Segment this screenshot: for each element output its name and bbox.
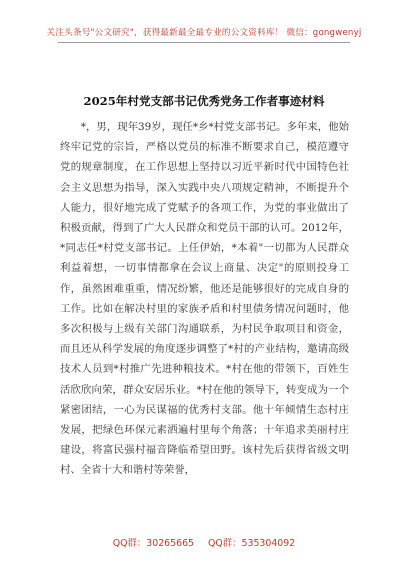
body-paragraph: *，男，现年39岁，现任*乡*村党支部书记。多年来，他始终牢记党的宗旨，严格以党员的标准不断要求自己，模范遵守党的规章制度，在工作思想上坚持以习近平新时代中国特色社会主义思想为指导，深入实践中央八项规定精神，不断提升个人能力，很好地完成了党赋予的各项工作，为党的事业做出了积极贡献，得到了广大人民群众和党员干部的认可。2012年，*同志任*村党支部书记。上任伊始，*本着"一切都为人民群众利益着想，一切事情都拿在会议上商量、决定"的原则投身工作，虽然困难重重，情况纷繁，他还是能够很好的完成自身的工作。比如在解决村里的家族矛盾和村里债务情况问题时，他多次积极与上级有关部门沟通联系，为村民争取项目和资金，而且还从科学发展的角度逐步调整了*村的产业结构，邀请高级技术人员到*村推广先进种粮技术。*村在他的带领下，百姓生活欣欣向荣，群众安居乐业。*村在他的领导下，转变成为一个紧密团结，一心为民谋福的优秀村支部。他十年倾情生态村庄发展，把绿色环保元素洒遍村里每个角落；十年追求美丽村庄建设，将富民强村福音降临希望田野。该村先后获得省级文明村、全省十大和谐村等荣誉， — [60, 121, 349, 477]
footer-qq-group-1: QQ群：30265665 — [112, 538, 195, 549]
footer-contact — [0, 535, 408, 549]
header-divider — [58, 42, 350, 43]
footer-qq-group-2: QQ群：535304092 — [208, 538, 296, 549]
header-promo-note: 关注头条号"公文研究"，获得最新最全最专业的公文资料库！ 微信：gongwenyj — [46, 28, 362, 38]
document-body — [60, 117, 349, 481]
document-title: 2025年村党支部书记优秀党务工作者事迹材料 — [83, 94, 325, 108]
